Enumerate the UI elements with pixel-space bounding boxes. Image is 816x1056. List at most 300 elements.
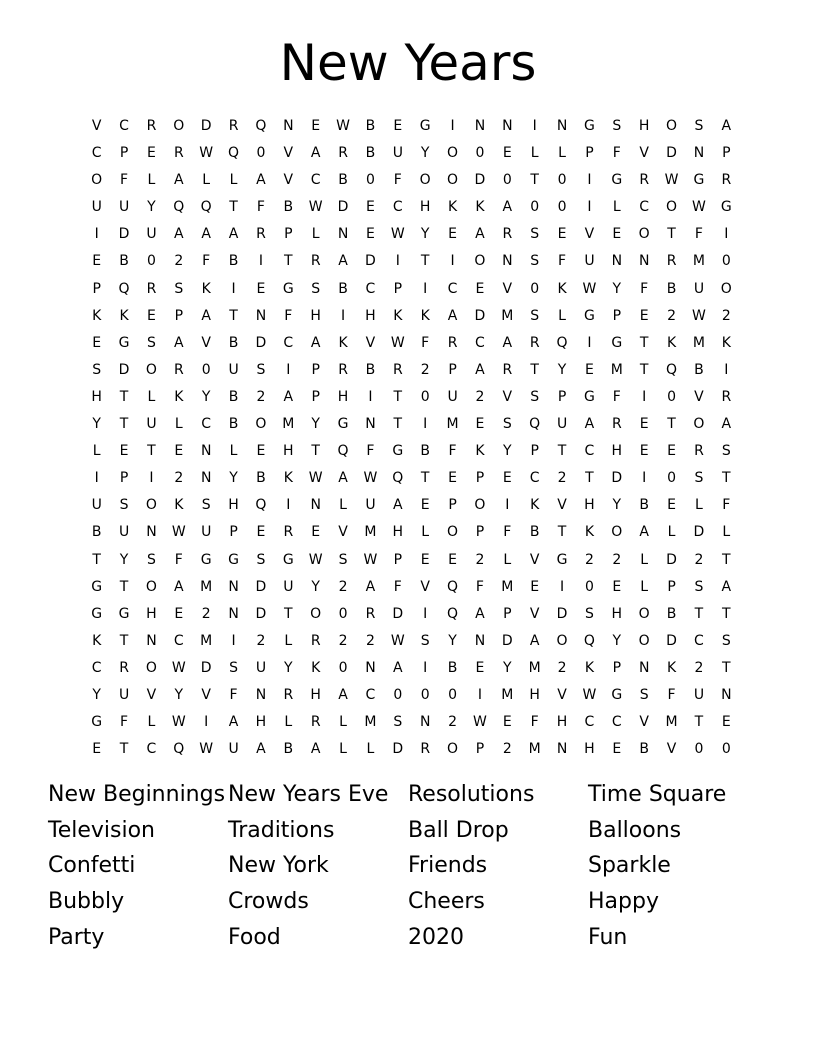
grid-cell: 2 <box>475 551 485 568</box>
grid-cell: N <box>146 524 157 541</box>
grid-cell: M <box>364 714 377 731</box>
grid-cell: A <box>338 253 348 270</box>
grid-cell: W <box>171 714 186 731</box>
grid-cell: A <box>256 741 266 758</box>
grid-cell: P <box>612 307 622 324</box>
grid-cell: S <box>119 497 129 514</box>
grid-row <box>83 736 740 763</box>
grid-cell: V <box>283 172 294 189</box>
word-list-item: Crowds <box>228 889 309 915</box>
grid-cell: P <box>557 388 567 405</box>
grid-cell: E <box>502 145 512 162</box>
grid-cell: K <box>393 307 403 324</box>
grid-cell: A <box>721 578 732 595</box>
grid-row <box>83 601 740 628</box>
grid-cell: H <box>529 686 540 703</box>
grid-cell: M <box>692 334 705 351</box>
grid-cell: Q <box>583 632 595 649</box>
grid-cell: M <box>692 253 705 270</box>
grid-cell: G <box>584 307 595 324</box>
grid-cell: R <box>146 280 157 297</box>
word-list-item: Resolutions <box>408 782 535 807</box>
grid-cell: C <box>173 632 184 649</box>
grid-cell: U <box>91 497 102 514</box>
grid-cell: N <box>365 416 376 433</box>
grid-cell: I <box>587 199 592 216</box>
grid-cell: S <box>530 307 540 324</box>
grid-cell: S <box>174 280 184 297</box>
grid-cell: P <box>119 470 129 487</box>
word-list-item: Food <box>228 924 281 950</box>
grid-cell: 0 <box>530 199 540 216</box>
grid-cell: R <box>502 226 513 243</box>
grid-cell: I <box>532 118 537 134</box>
grid-cell: K <box>174 388 184 405</box>
grid-cell: N <box>721 686 732 703</box>
grid-cell: F <box>503 524 512 541</box>
grid-cell: D <box>255 605 267 622</box>
grid-cell: K <box>311 659 321 676</box>
grid-cell: V <box>502 388 513 405</box>
grid-cell: H <box>228 497 239 514</box>
grid-cell: E <box>420 551 430 568</box>
grid-cell: 2 <box>584 551 594 568</box>
grid-cell: Q <box>447 578 459 595</box>
grid-cell: T <box>585 470 594 487</box>
grid-cell: L <box>229 172 238 189</box>
grid-cell: E <box>92 334 102 351</box>
grid-cell: T <box>694 714 704 731</box>
grid-cell: R <box>256 226 266 243</box>
grid-cell: N <box>337 226 349 243</box>
grid-cell: W <box>473 714 487 731</box>
grid-cell: N <box>146 632 157 649</box>
grid-cell: E <box>147 145 156 162</box>
grid-cell: A <box>721 416 732 433</box>
grid-cell: O <box>145 659 157 676</box>
grid-cell: 0 <box>557 172 567 189</box>
word-list-item: 2020 <box>408 924 464 950</box>
grid-cell: P <box>284 226 293 243</box>
grid-cell: 2 <box>256 632 266 649</box>
grid-cell: U <box>146 226 157 243</box>
grid-cell: N <box>200 443 212 460</box>
grid-cell: 2 <box>338 632 348 649</box>
grid-cell: 0 <box>448 686 458 703</box>
grid-cell: F <box>120 172 129 189</box>
grid-cell: E <box>667 497 676 514</box>
grid-cell: L <box>174 416 183 433</box>
grid-cell: 0 <box>393 686 403 703</box>
grid-cell: Y <box>557 361 567 378</box>
grid-cell: W <box>308 551 323 568</box>
grid-cell: A <box>174 334 184 351</box>
grid-row <box>83 655 740 682</box>
grid-cell: 2 <box>721 307 731 324</box>
grid-cell: N <box>283 118 294 134</box>
grid-cell: A <box>338 686 348 703</box>
grid-cell: P <box>119 145 129 162</box>
grid-cell: K <box>666 659 677 676</box>
grid-cell: T <box>284 253 293 270</box>
grid-cell: Y <box>92 686 101 703</box>
grid-cell: I <box>94 226 99 243</box>
grid-cell: G <box>611 334 623 351</box>
grid-cell: A <box>228 226 239 243</box>
grid-cell: A <box>310 145 321 162</box>
grid-cell: W <box>336 118 350 134</box>
grid-cell: N <box>419 714 431 731</box>
grid-cell: S <box>229 659 238 676</box>
grid-cell: F <box>421 334 430 351</box>
grid-cell: E <box>393 118 403 134</box>
grid-row <box>83 330 740 357</box>
grid-cell: P <box>722 145 731 162</box>
grid-cell: I <box>559 578 565 595</box>
grid-cell: A <box>283 388 294 405</box>
grid-cell: W <box>582 280 597 297</box>
grid-cell: O <box>91 172 103 189</box>
grid-cell: A <box>393 659 403 676</box>
grid-cell: F <box>558 253 567 270</box>
grid-cell: O <box>310 605 322 622</box>
grid-cell: T <box>722 470 731 487</box>
grid-cell: B <box>228 416 239 433</box>
grid-cell: G <box>118 334 130 351</box>
grid-cell: 2 <box>694 551 704 568</box>
grid-cell: D <box>200 659 212 676</box>
word-list-item: Ball Drop <box>408 817 509 843</box>
grid-cell: D <box>255 578 267 595</box>
grid-cell: E <box>502 470 512 487</box>
grid-cell: 2 <box>502 741 512 758</box>
grid-cell: E <box>147 307 156 324</box>
grid-cell: A <box>338 470 348 487</box>
grid-cell: C <box>365 280 376 297</box>
grid-cell: A <box>201 226 211 243</box>
grid-cell: L <box>558 145 566 162</box>
grid-cell: H <box>611 605 623 622</box>
grid-cell: O <box>419 172 431 189</box>
grid-cell: 2 <box>667 307 677 324</box>
grid-cell: P <box>311 388 320 405</box>
grid-cell: G <box>693 172 705 189</box>
grid-cell: W <box>308 470 323 487</box>
grid-cell: T <box>639 361 649 378</box>
grid-cell: R <box>338 145 348 162</box>
grid-cell: U <box>392 145 403 162</box>
grid-cell: Q <box>228 145 240 162</box>
grid-cell: Q <box>173 199 185 216</box>
grid-cell: L <box>202 172 211 189</box>
grid-cell: 2 <box>475 388 485 405</box>
grid-cell: P <box>229 524 238 541</box>
grid-cell: L <box>530 145 539 162</box>
grid-cell: U <box>447 388 458 405</box>
grid-cell: T <box>530 172 539 189</box>
grid-cell: C <box>91 145 102 162</box>
grid-cell: N <box>502 118 513 134</box>
grid-cell: O <box>666 199 678 216</box>
grid-cell: A <box>228 714 239 731</box>
grid-cell: R <box>611 416 622 433</box>
grid-cell: 0 <box>420 388 430 405</box>
grid-cell: E <box>639 443 649 460</box>
grid-cell: N <box>693 145 705 162</box>
grid-cell: I <box>368 388 373 405</box>
grid-cell: E <box>448 226 457 243</box>
grid-cell: 0 <box>584 578 594 595</box>
grid-cell: U <box>118 524 130 541</box>
grid-cell: S <box>393 714 403 731</box>
word-list-item: Television <box>48 817 155 843</box>
grid-cell: G <box>91 578 103 595</box>
grid-row <box>83 519 740 546</box>
grid-cell: H <box>310 686 321 703</box>
grid-cell: O <box>638 605 650 622</box>
grid-cell: H <box>584 741 595 758</box>
grid-cell: T <box>119 578 129 595</box>
grid-cell: T <box>420 470 430 487</box>
grid-cell: K <box>174 497 184 514</box>
grid-cell: O <box>447 741 459 758</box>
grid-cell: E <box>475 659 485 676</box>
word-list-item: New Years Eve <box>228 782 389 807</box>
grid-cell: T <box>284 605 293 622</box>
grid-cell: L <box>558 307 566 324</box>
grid-cell: E <box>174 443 184 460</box>
grid-cell: M <box>200 578 213 595</box>
grid-cell: 0 <box>256 145 266 162</box>
grid-cell: E <box>311 118 321 134</box>
grid-cell: R <box>283 524 294 541</box>
grid-cell: B <box>666 280 677 297</box>
grid-cell: A <box>475 605 485 622</box>
grid-cell: H <box>365 307 376 324</box>
grid-cell: F <box>366 443 375 460</box>
grid-cell: K <box>338 334 348 351</box>
grid-cell: T <box>722 659 731 676</box>
grid-cell: Y <box>147 199 156 216</box>
grid-cell: K <box>666 334 677 351</box>
grid-cell: R <box>173 361 184 378</box>
grid-cell: P <box>475 524 485 541</box>
grid-cell: G <box>720 199 732 216</box>
word-list-item: Traditions <box>228 817 335 843</box>
grid-cell: H <box>638 118 650 134</box>
grid-cell: W <box>308 199 323 216</box>
grid-cell: I <box>423 605 428 622</box>
grid-cell: E <box>530 578 540 595</box>
grid-cell: U <box>693 686 705 703</box>
grid-cell: C <box>475 334 485 351</box>
grid-cell: B <box>91 524 102 541</box>
grid-cell: B <box>228 253 239 270</box>
grid-cell: B <box>529 524 540 541</box>
grid-row <box>83 140 740 167</box>
grid-cell: C <box>365 686 376 703</box>
grid-cell: N <box>200 470 212 487</box>
grid-cell: E <box>475 280 485 297</box>
grid-cell: A <box>475 361 485 378</box>
grid-cell: G <box>611 172 623 189</box>
grid-cell: B <box>256 470 266 487</box>
grid-cell: L <box>284 714 293 731</box>
grid-cell: H <box>91 388 102 405</box>
word-list-item: New Beginnings <box>48 782 226 807</box>
grid-cell: T <box>530 361 539 378</box>
letter-grid <box>83 113 740 763</box>
grid-cell: K <box>475 443 485 460</box>
grid-cell: V <box>201 334 211 351</box>
grid-cell: G <box>337 416 349 433</box>
grid-cell: B <box>119 253 129 270</box>
grid-cell: K <box>201 280 211 297</box>
grid-cell: M <box>446 416 459 433</box>
grid-cell: A <box>174 172 184 189</box>
grid-cell: I <box>587 172 592 189</box>
grid-cell: T <box>393 416 403 433</box>
grid-cell: K <box>92 307 102 324</box>
grid-cell: S <box>530 253 540 270</box>
grid-cell: O <box>638 632 650 649</box>
grid-cell: D <box>392 605 404 622</box>
grid-cell: T <box>722 551 731 568</box>
grid-cell: S <box>311 280 321 297</box>
grid-cell: C <box>392 199 403 216</box>
grid-cell: L <box>640 551 649 568</box>
grid-cell: I <box>450 118 455 134</box>
grid-cell: W <box>390 334 405 351</box>
grid-cell: U <box>693 280 705 297</box>
grid-cell: B <box>365 118 376 134</box>
grid-cell: M <box>200 632 213 649</box>
grid-row <box>83 628 740 655</box>
grid-cell: F <box>612 388 621 405</box>
grid-cell: N <box>255 307 267 324</box>
grid-cell: E <box>366 199 375 216</box>
grid-cell: S <box>92 361 102 378</box>
grid-cell: I <box>642 470 647 487</box>
grid-cell: E <box>612 741 622 758</box>
grid-cell: L <box>284 632 293 649</box>
grid-cell: F <box>120 714 129 731</box>
grid-cell: T <box>147 443 156 460</box>
grid-cell: U <box>556 416 568 433</box>
grid-cell: H <box>337 388 349 405</box>
grid-cell: N <box>474 632 486 649</box>
grid-cell: I <box>423 416 428 433</box>
grid-cell: P <box>475 741 485 758</box>
grid-cell: K <box>584 659 595 676</box>
grid-cell: S <box>530 388 540 405</box>
grid-cell: 0 <box>365 172 375 189</box>
grid-cell: 0 <box>667 388 677 405</box>
grid-row <box>83 276 740 303</box>
grid-cell: 0 <box>420 686 430 703</box>
grid-cell: R <box>119 659 129 676</box>
grid-cell: L <box>612 199 621 216</box>
grid-cell: A <box>174 226 184 243</box>
grid-cell: I <box>204 714 209 731</box>
grid-cell: Q <box>173 741 185 758</box>
grid-cell: S <box>530 226 540 243</box>
grid-cell: P <box>311 361 320 378</box>
grid-cell: M <box>282 416 295 433</box>
grid-cell: 2 <box>174 470 184 487</box>
grid-cell: B <box>447 659 458 676</box>
grid-cell: 0 <box>502 172 512 189</box>
word-list-item: Balloons <box>588 817 682 843</box>
grid-cell: P <box>667 578 676 595</box>
grid-cell: O <box>145 361 157 378</box>
grid-cell: L <box>229 443 238 460</box>
grid-row <box>83 547 740 574</box>
grid-cell: T <box>667 226 676 243</box>
grid-cell: O <box>173 118 185 134</box>
grid-cell: A <box>310 741 321 758</box>
grid-cell: B <box>365 361 376 378</box>
grid-cell: F <box>475 578 484 595</box>
grid-cell: L <box>311 226 320 243</box>
grid-cell: N <box>228 605 239 622</box>
grid-cell: M <box>501 578 514 595</box>
grid-cell: R <box>228 118 239 134</box>
grid-cell: 0 <box>557 199 567 216</box>
grid-cell: B <box>365 145 376 162</box>
grid-cell: S <box>256 551 266 568</box>
grid-cell: A <box>502 199 513 216</box>
grid-cell: T <box>420 253 430 270</box>
grid-cell: L <box>695 497 703 514</box>
grid-cell: Q <box>529 416 541 433</box>
grid-cell: F <box>174 551 183 568</box>
grid-cell: N <box>474 118 486 134</box>
grid-cell: Q <box>255 497 267 514</box>
grid-cell: A <box>201 307 211 324</box>
grid-cell: D <box>666 632 677 649</box>
grid-cell: G <box>282 280 294 297</box>
grid-cell: P <box>393 551 403 568</box>
grid-cell: Q <box>337 443 349 460</box>
grid-cell: H <box>392 524 404 541</box>
grid-cell: Q <box>200 199 212 216</box>
grid-cell: A <box>365 578 376 595</box>
grid-cell: G <box>584 388 595 405</box>
grid-cell: D <box>392 741 404 758</box>
grid-cell: T <box>119 416 129 433</box>
grid-cell: S <box>639 686 649 703</box>
grid-row <box>83 709 740 736</box>
grid-cell: G <box>118 605 130 622</box>
grid-cell: M <box>528 741 541 758</box>
grid-cell: F <box>393 172 402 189</box>
grid-cell: W <box>582 686 597 703</box>
grid-cell: S <box>338 551 348 568</box>
grid-cell: U <box>91 199 102 216</box>
grid-cell: V <box>529 551 540 568</box>
grid-cell: L <box>421 524 430 541</box>
grid-cell: P <box>448 361 457 378</box>
grid-cell: E <box>92 253 102 270</box>
grid-cell: L <box>503 551 512 568</box>
grid-cell: E <box>667 443 676 460</box>
grid-cell: R <box>529 334 540 351</box>
grid-cell: E <box>256 280 266 297</box>
word-list-item: Time Square <box>588 782 727 807</box>
grid-cell: Y <box>612 280 622 297</box>
grid-cell: K <box>119 307 129 324</box>
